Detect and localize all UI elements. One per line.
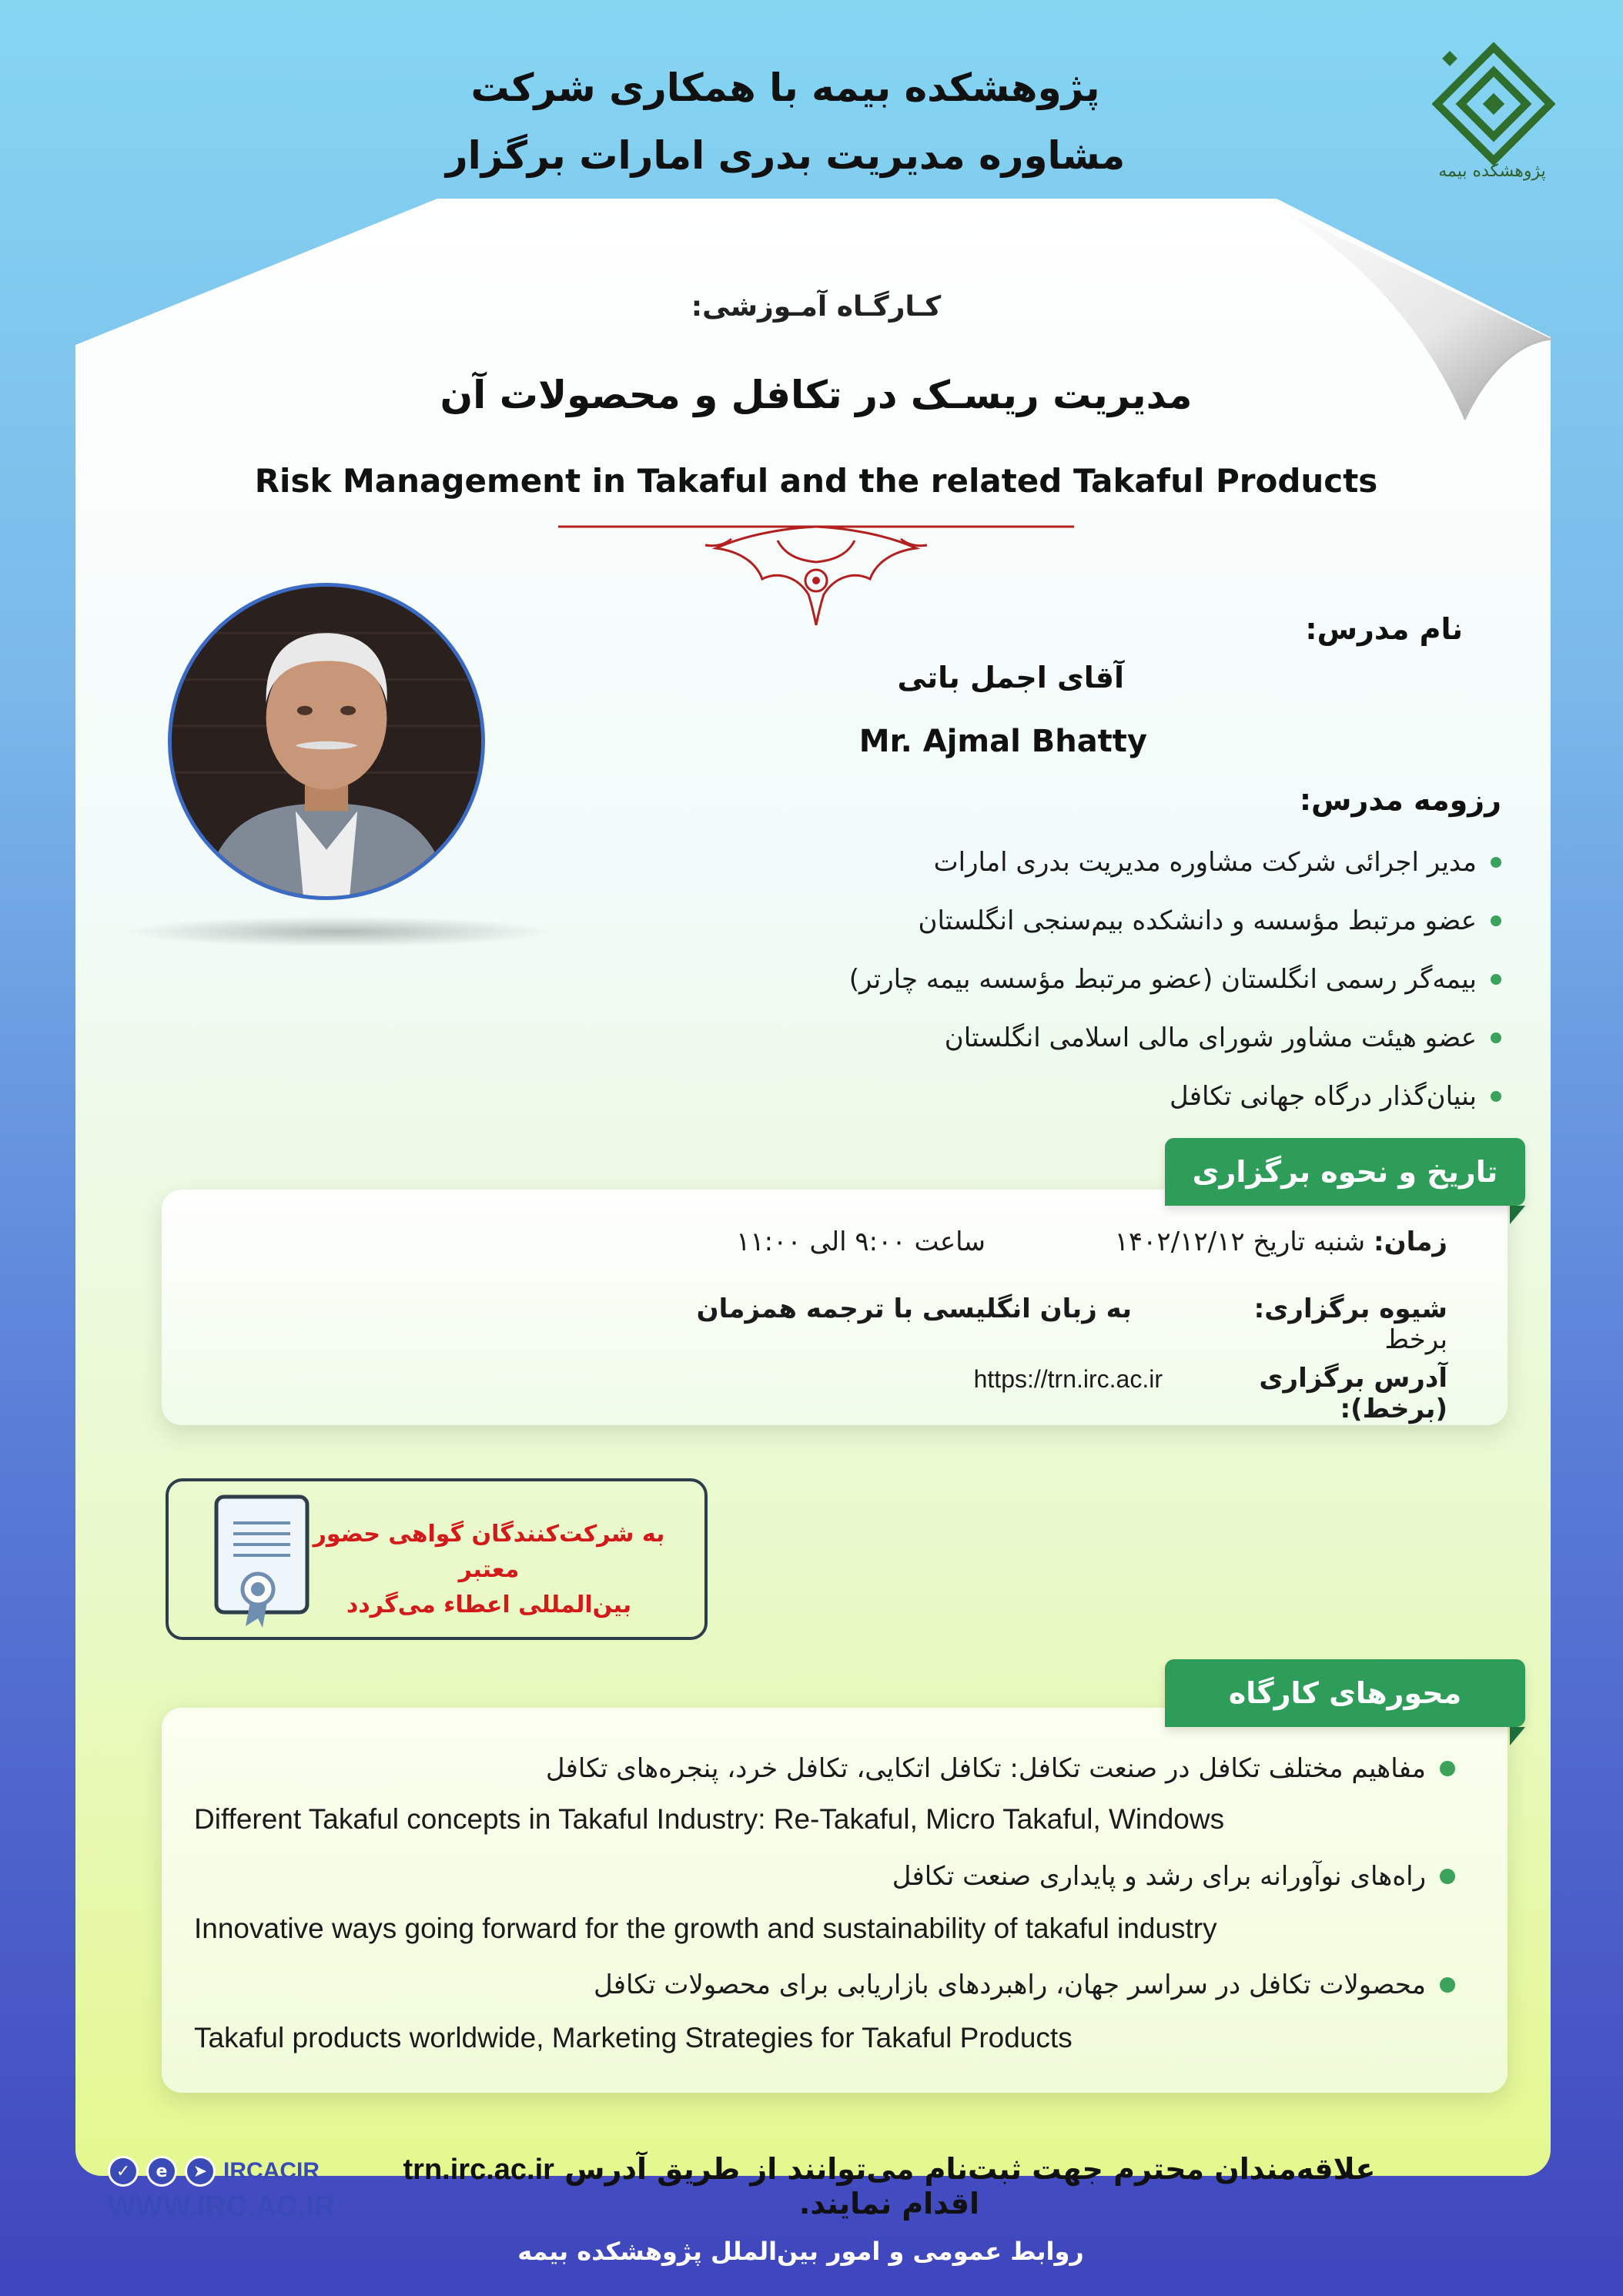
institute-logo	[1432, 42, 1555, 212]
instructor-name-persian: آقای اجمل باتی	[897, 661, 1124, 694]
bullet-icon	[1491, 857, 1501, 868]
public-relations-office: روابط عمومی و امور بین‌الملل پژوهشکده بیمه	[517, 2237, 1084, 2266]
workshop-title-english: Risk Management in Takaful and the related Takaful Products	[254, 462, 1378, 500]
time-label: زمان:	[1373, 1227, 1447, 1257]
resume-item	[770, 1009, 1501, 1067]
workshop-label: کـارگـاه آمـوزشی:	[691, 291, 942, 323]
registration-text-after: اقدام نمایند.	[798, 2187, 980, 2221]
topic-persian	[431, 1753, 1455, 1784]
resume-item-text: مدیر اجرائی شرکت مشاوره مدیریت بدری امارات	[933, 847, 1477, 878]
registration-text-before: علاقه‌مندان محترم جهت ثبت‌نام می‌توانند از طریق آدرس	[564, 2152, 1376, 2186]
workshop-title-persian: مدیریت ریسـک در تکافل و محصولات آن	[440, 373, 1193, 417]
schedule-tab: تاریخ و نحوه برگزاری	[1165, 1138, 1525, 1206]
topic-english: Different Takaful concepts in Takaful Industry: Re-Takaful, Micro Takaful, Windows	[194, 1803, 1225, 1835]
hours-text: ساعت ۹:۰۰ الی ۱۱:۰۰	[736, 1227, 986, 1257]
topic-english: Takaful products worldwide, Marketing Strategies for Takaful Products	[194, 2022, 1073, 2053]
bullet-icon	[1491, 974, 1501, 985]
logo-caption: پژوهشکده بیمه	[1438, 162, 1546, 181]
photo-shadow	[123, 916, 554, 947]
mode-label: شیوه برگزاری:	[1253, 1294, 1447, 1324]
certificate-line-2: بین‌المللی اعطاء می‌گردد	[346, 1591, 632, 1618]
website-link[interactable]: WWW.IRC.AC.IR	[108, 2191, 336, 2223]
instructor-name-english: Mr. Ajmal Bhatty	[858, 724, 1147, 759]
resume-list	[770, 833, 1501, 1126]
resume-item	[770, 833, 1501, 892]
date-text: شنبه تاریخ ۱۴۰۲/۱۲/۱۲	[1114, 1227, 1366, 1257]
bullet-icon	[1491, 915, 1501, 926]
eitaa-icon[interactable]: e	[146, 2156, 177, 2187]
social-row	[108, 2152, 339, 2191]
header-line-2: مشاوره مدیریت بدری امارات برگزار	[445, 133, 1126, 178]
bullet-icon	[1491, 1033, 1501, 1043]
checkmark-icon[interactable]: ✓	[108, 2156, 139, 2187]
certificate-text	[293, 1517, 685, 1623]
mode-value: برخط	[1384, 1324, 1447, 1355]
schedule-tab-fold	[1510, 1206, 1525, 1224]
header-line-1: پژوهشکده بیمه با همکاری شرکت	[470, 65, 1100, 110]
instructor-photo	[168, 583, 485, 900]
mode-row	[1201, 1294, 1447, 1355]
resume-item-text: بنیان‌گذار درگاه جهانی تکافل	[1169, 1081, 1477, 1112]
instructor-label: نام مدرس:	[1305, 612, 1463, 646]
social-handle: IRCACIR	[223, 2158, 320, 2184]
resume-item	[770, 1067, 1501, 1126]
telegram-icon[interactable]: ➤	[185, 2156, 216, 2187]
instructor-portrait-icon	[172, 587, 481, 896]
bullet-icon	[1440, 1869, 1455, 1884]
address-label: آدرس برگزاری (برخط):	[1259, 1363, 1447, 1424]
bullet-icon	[1491, 1091, 1501, 1102]
resume-label: رزومه مدرس:	[1299, 783, 1501, 817]
certificate-line-1: به شرکت‌کنندگان گواهی حضور معتبر	[313, 1521, 665, 1583]
topics-tab: محورهای کارگاه	[1165, 1659, 1525, 1727]
resume-item	[770, 950, 1501, 1009]
registration-url-link[interactable]: trn.irc.ac.ir	[403, 2154, 554, 2186]
page-curl-decoration	[1263, 196, 1555, 427]
topic-persian-text: مفاهیم مختلف تکافل در صنعت تکافل: تکافل اتکایی، تکافل خرد، پنجره‌های تکافل	[545, 1753, 1426, 1784]
bullet-icon	[1440, 1761, 1455, 1776]
topic-persian	[431, 1970, 1455, 2000]
resume-item-text: بیمه‌گر رسمی انگلستان (عضو مرتبط مؤسسه بیمه چارتر)	[848, 964, 1477, 995]
topics-tab-fold	[1510, 1727, 1525, 1745]
resume-item-text: عضو مرتبط مؤسسه و دانشکده بیم‌سنجی انگلستان	[918, 905, 1477, 936]
topic-persian	[431, 1861, 1455, 1892]
address-url-link[interactable]: https://trn.irc.ac.ir	[973, 1365, 1163, 1393]
topic-persian-text: راه‌های نوآورانه برای رشد و پایداری صنعت تکافل	[892, 1861, 1426, 1892]
topic-persian-text: محصولات تکافل در سراسر جهان، راهبردهای بازاریابی برای محصولات تکافل	[593, 1970, 1426, 2000]
topic-english: Innovative ways going forward for the growth and sustainability of takaful industry	[194, 1913, 1217, 1944]
resume-item	[770, 892, 1501, 950]
resume-item-text: عضو هیئت مشاور شورای مالی اسلامی انگلستان	[944, 1022, 1477, 1053]
language-text: به زبان انگلیسی با ترجمه همزمان	[696, 1294, 1132, 1324]
bullet-icon	[1440, 1977, 1455, 1993]
registration-note	[385, 2152, 1394, 2221]
ornament-divider	[554, 517, 1078, 633]
